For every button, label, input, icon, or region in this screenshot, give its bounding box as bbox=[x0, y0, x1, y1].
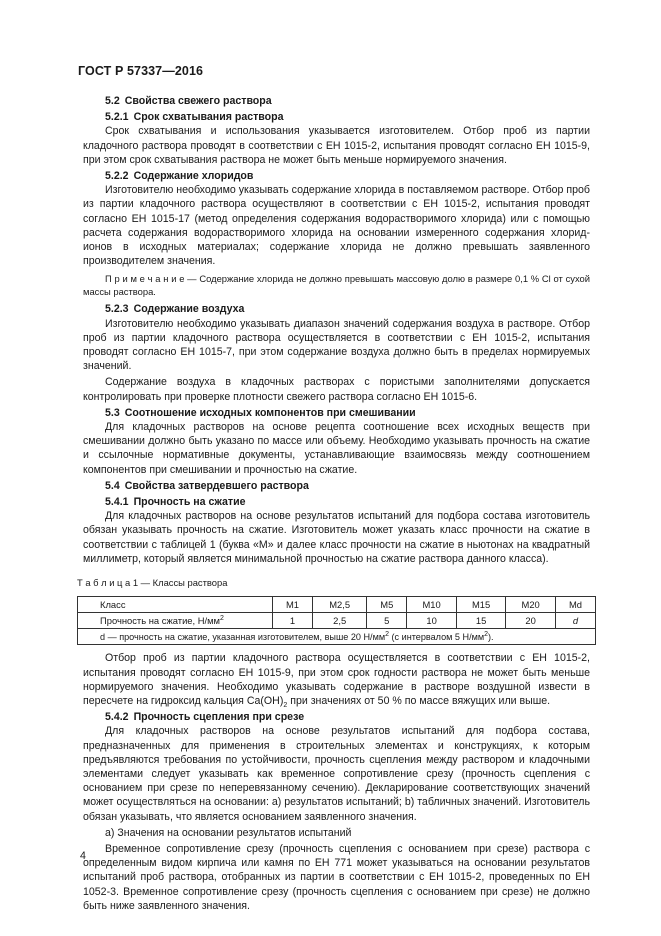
table-cell: Класс bbox=[78, 597, 273, 613]
note: П р и м е ч а н и е — Содержание хлорида не должно превышать массовую долю в размере 0,1 % Cl от сухой массы раствора. bbox=[83, 273, 590, 297]
table-cell: 5 bbox=[367, 613, 407, 629]
table-cell: 10 bbox=[407, 613, 457, 629]
page-number: 4 bbox=[80, 850, 86, 862]
table-cell: 1 bbox=[273, 613, 313, 629]
table-footnote: d — прочность на сжатие, указанная изготовителем, выше 20 $Н/мм^2$ (с интервалом 5 $Н/мм^2$). bbox=[78, 629, 596, 645]
paragraph: Содержание воздуха в кладочных растворах с пористыми заполнителями допускается контролировать при проверке плотности свежего раствора согласно ЕН 1015-6. bbox=[83, 376, 590, 403]
paragraph: Для кладочных растворов на основе результатов испытаний для подбора состава, предназначенных для применения в строительных элементах и конструкциях, к которым предъявляются требования по устойчивости, прочность сцепления между раствором и кладочными элементами следует указывать как временное сопротивление срезу (прочность сцепления с основанием при срезе по неперевязанному сечению). Декларирование соответствующих значений может осуществляться на основании: a) результатов испытаний; b) табличных значений. Изготовитель обязан указывать, что является основанием заявленного значения. bbox=[83, 725, 590, 823]
section-heading: 5.4 Свойства затвердевшего раствора bbox=[105, 479, 309, 492]
table-row bbox=[78, 597, 596, 613]
paragraph: Для кладочных растворов на основе результатов испытаний для подбора состава изготовитель обязан указывать прочность на сжатие. Изготовитель может указать класс прочности на сжатие в соответствии с таблицей 1 (буква «М» и далее класс прочности на сжатие в ньютонах на квадратный миллиметр, который является минимальной прочностью на сжатие раствора данного класса). bbox=[83, 510, 590, 565]
table-caption: Т а б л и ц а 1 — Классы раствора bbox=[77, 577, 228, 589]
table-cell: Прочность на сжатие, $Н/мм^2$ bbox=[78, 613, 273, 629]
table-cell: 15 bbox=[456, 613, 506, 629]
paragraph: Временное сопротивление срезу (прочность сцепления с основанием при срезе) раствора с определенным видом кирпича или камня по ЕН 771 может указываться на основании результатов испытаний проб раствора, отобранных из партии в соответствии с ЕН 1015-2, проведенных по ЕН 1052-3. Временное сопротивление срезу (прочность сцепления с основанием при срезе) не должно быть ниже заявленного значения. bbox=[83, 842, 590, 912]
paragraph: Изготовителю необходимо указывать диапазон значений содержания воздуха в растворе. Отбор проб из партии кладочного раствора осуществляется в соответствии с ЕН 1015-2, испытания проводят согласно ЕН 1015-7, при этом содержание воздуха должно быть в пределах нормируемых значений. bbox=[83, 317, 590, 373]
table-cell: 20 bbox=[506, 613, 556, 629]
section-heading: 5.2.2 Содержание хлоридов bbox=[105, 170, 254, 183]
table-cell: M5 bbox=[367, 597, 407, 613]
mortar-classes-table bbox=[77, 596, 596, 645]
section-heading: 5.2.3 Содержание воздуха bbox=[105, 303, 245, 316]
page-body bbox=[77, 92, 590, 915]
section-heading: 5.4.2 Прочность сцепления при срезе bbox=[105, 711, 305, 724]
table-row bbox=[78, 613, 596, 629]
section-heading: 5.4.1 Прочность на сжатие bbox=[105, 496, 246, 509]
table-cell: Md bbox=[555, 597, 595, 613]
table-cell: M15 bbox=[456, 597, 506, 613]
document-header: ГОСТ Р 57337—2016 bbox=[78, 64, 204, 78]
section-heading: 5.2.1 Срок схватывания раствора bbox=[105, 111, 284, 124]
paragraph: Изготовителю необходимо указывать содержание хлорида в поставляемом растворе. Отбор проб из партии кладочного раствора осуществляют в соответствии с ЕН 1015-2, испытания проводят согласно ЕН 1015-17 (метод определения содержания водорастворимого хлорида) или с помощью расчета содержания водорастворимого хлорида на основании измеренного содержания хлорид-ионов в исходных материалах; содержание хлорида не должно превышать заявленного производителем значения. bbox=[83, 184, 590, 268]
table-cell: M2,5 bbox=[313, 597, 367, 613]
section-heading: 5.2 Свойства свежего раствора bbox=[105, 95, 272, 107]
table-cell: 2,5 bbox=[313, 613, 367, 629]
table-cell: d bbox=[555, 613, 595, 629]
list-item: a) Значения на основании результатов испытаний bbox=[105, 826, 352, 839]
paragraph: Для кладочных растворов на основе рецепта соотношение всех исходных веществ при смешивании должно быть указано по массе или объему. Необходимо указывать прочность на сжатие и ссылочные нормативные документы, устанавливающие взаимосвязь между соотношением компонентов при смешивании и прочностью на сжатие. bbox=[83, 421, 590, 476]
table-cell: M20 bbox=[506, 597, 556, 613]
table-cell: M10 bbox=[407, 597, 457, 613]
paragraph: Срок схватывания и использования указывается изготовителем. Отбор проб из партии кладочного раствора проводят в соответствии с ЕН 1015-2, испытания проводят согласно ЕН 1015-9, при этом срок схватывания раствора не может быть меньше нормируемого значения. bbox=[83, 125, 590, 166]
section-heading: 5.3 Соотношение исходных компонентов при смешивании bbox=[105, 406, 416, 419]
table-cell: M1 bbox=[273, 597, 313, 613]
paragraph: Отбор проб из партии кладочного раствора осуществляется в соответствии с ЕН 1015-2, испытания проводят согласно ЕН 1015-9, при этом срок годности раствора не может быть меньше нормируемого значения. Необходимо указывать содержание в растворе воздушной извести в пересчете на гидроксид кальция $Ca(OH)_2$ при значениях от 50 % по массе вяжущих или выше. bbox=[83, 652, 590, 710]
table-row bbox=[78, 629, 596, 645]
